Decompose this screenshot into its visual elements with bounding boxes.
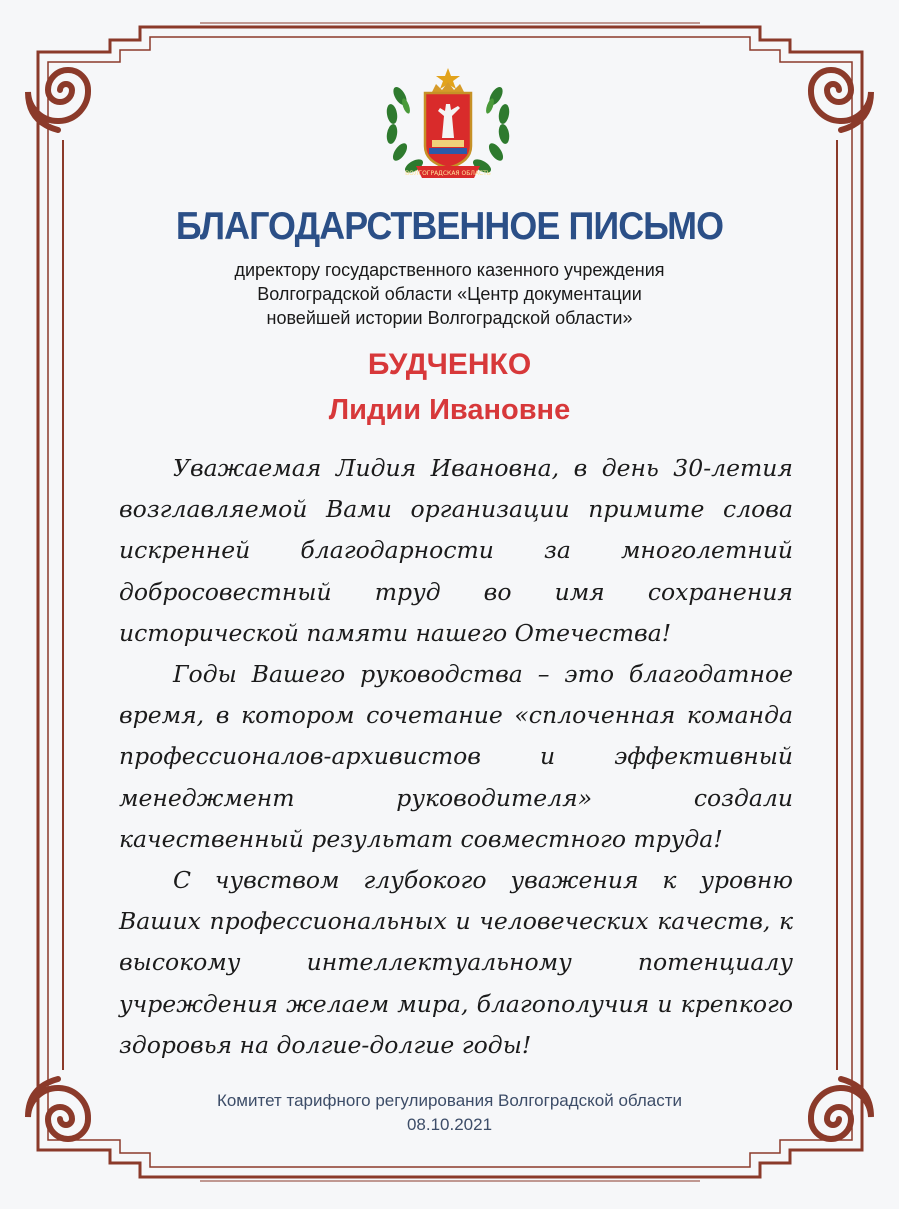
recipient-position-line: Волгоградской области «Центр документации	[257, 284, 642, 304]
page-title: БЛАГОДАРСТВЕННОЕ ПИСЬМО	[175, 205, 724, 248]
recipient-surname: БУДЧЕНКО	[367, 348, 532, 381]
body-paragraph: Годы Вашего руководства – это благодатное время, в котором сочетание «сплоченная команда профессионалов-архивистов и эффективный менеджмент руководителя» создали качественный результат совместного труда!	[119, 660, 793, 853]
footer-date: 08.10.2021	[406, 1115, 493, 1134]
recipient-given-names: Лидии Ивановне	[328, 394, 571, 426]
letter-body	[119, 448, 793, 1066]
recipient-position	[0, 258, 899, 330]
recipient-position-line: новейшей истории Волгоградской области»	[266, 308, 633, 328]
body-paragraph: Уважаемая Лидия Ивановна, в день 30-летия возглавляемой Вами организации примите слова искренней благодарности за многолетний добросовестный труд во имя сохранения исторической памяти нашего Отечества!	[119, 454, 793, 647]
svg-text:ВОЛГОГРАДСКАЯ ОБЛАСТЬ: ВОЛГОГРАДСКАЯ ОБЛАСТЬ	[405, 170, 491, 177]
footer-organization: Комитет тарифного регулирования Волгоградской области	[216, 1091, 683, 1110]
body-paragraph: С чувством глубокого уважения к уровню Ваших профессиональных и человеческих качеств, к высокому интеллектуальному потенциалу учреждения желаем мира, благополучия и крепкого здоровья на долгие-долгие годы!	[119, 866, 793, 1059]
volgograd-region-emblem-icon	[380, 66, 516, 184]
recipient-position-line: директору государственного казенного учреждения	[234, 260, 665, 280]
